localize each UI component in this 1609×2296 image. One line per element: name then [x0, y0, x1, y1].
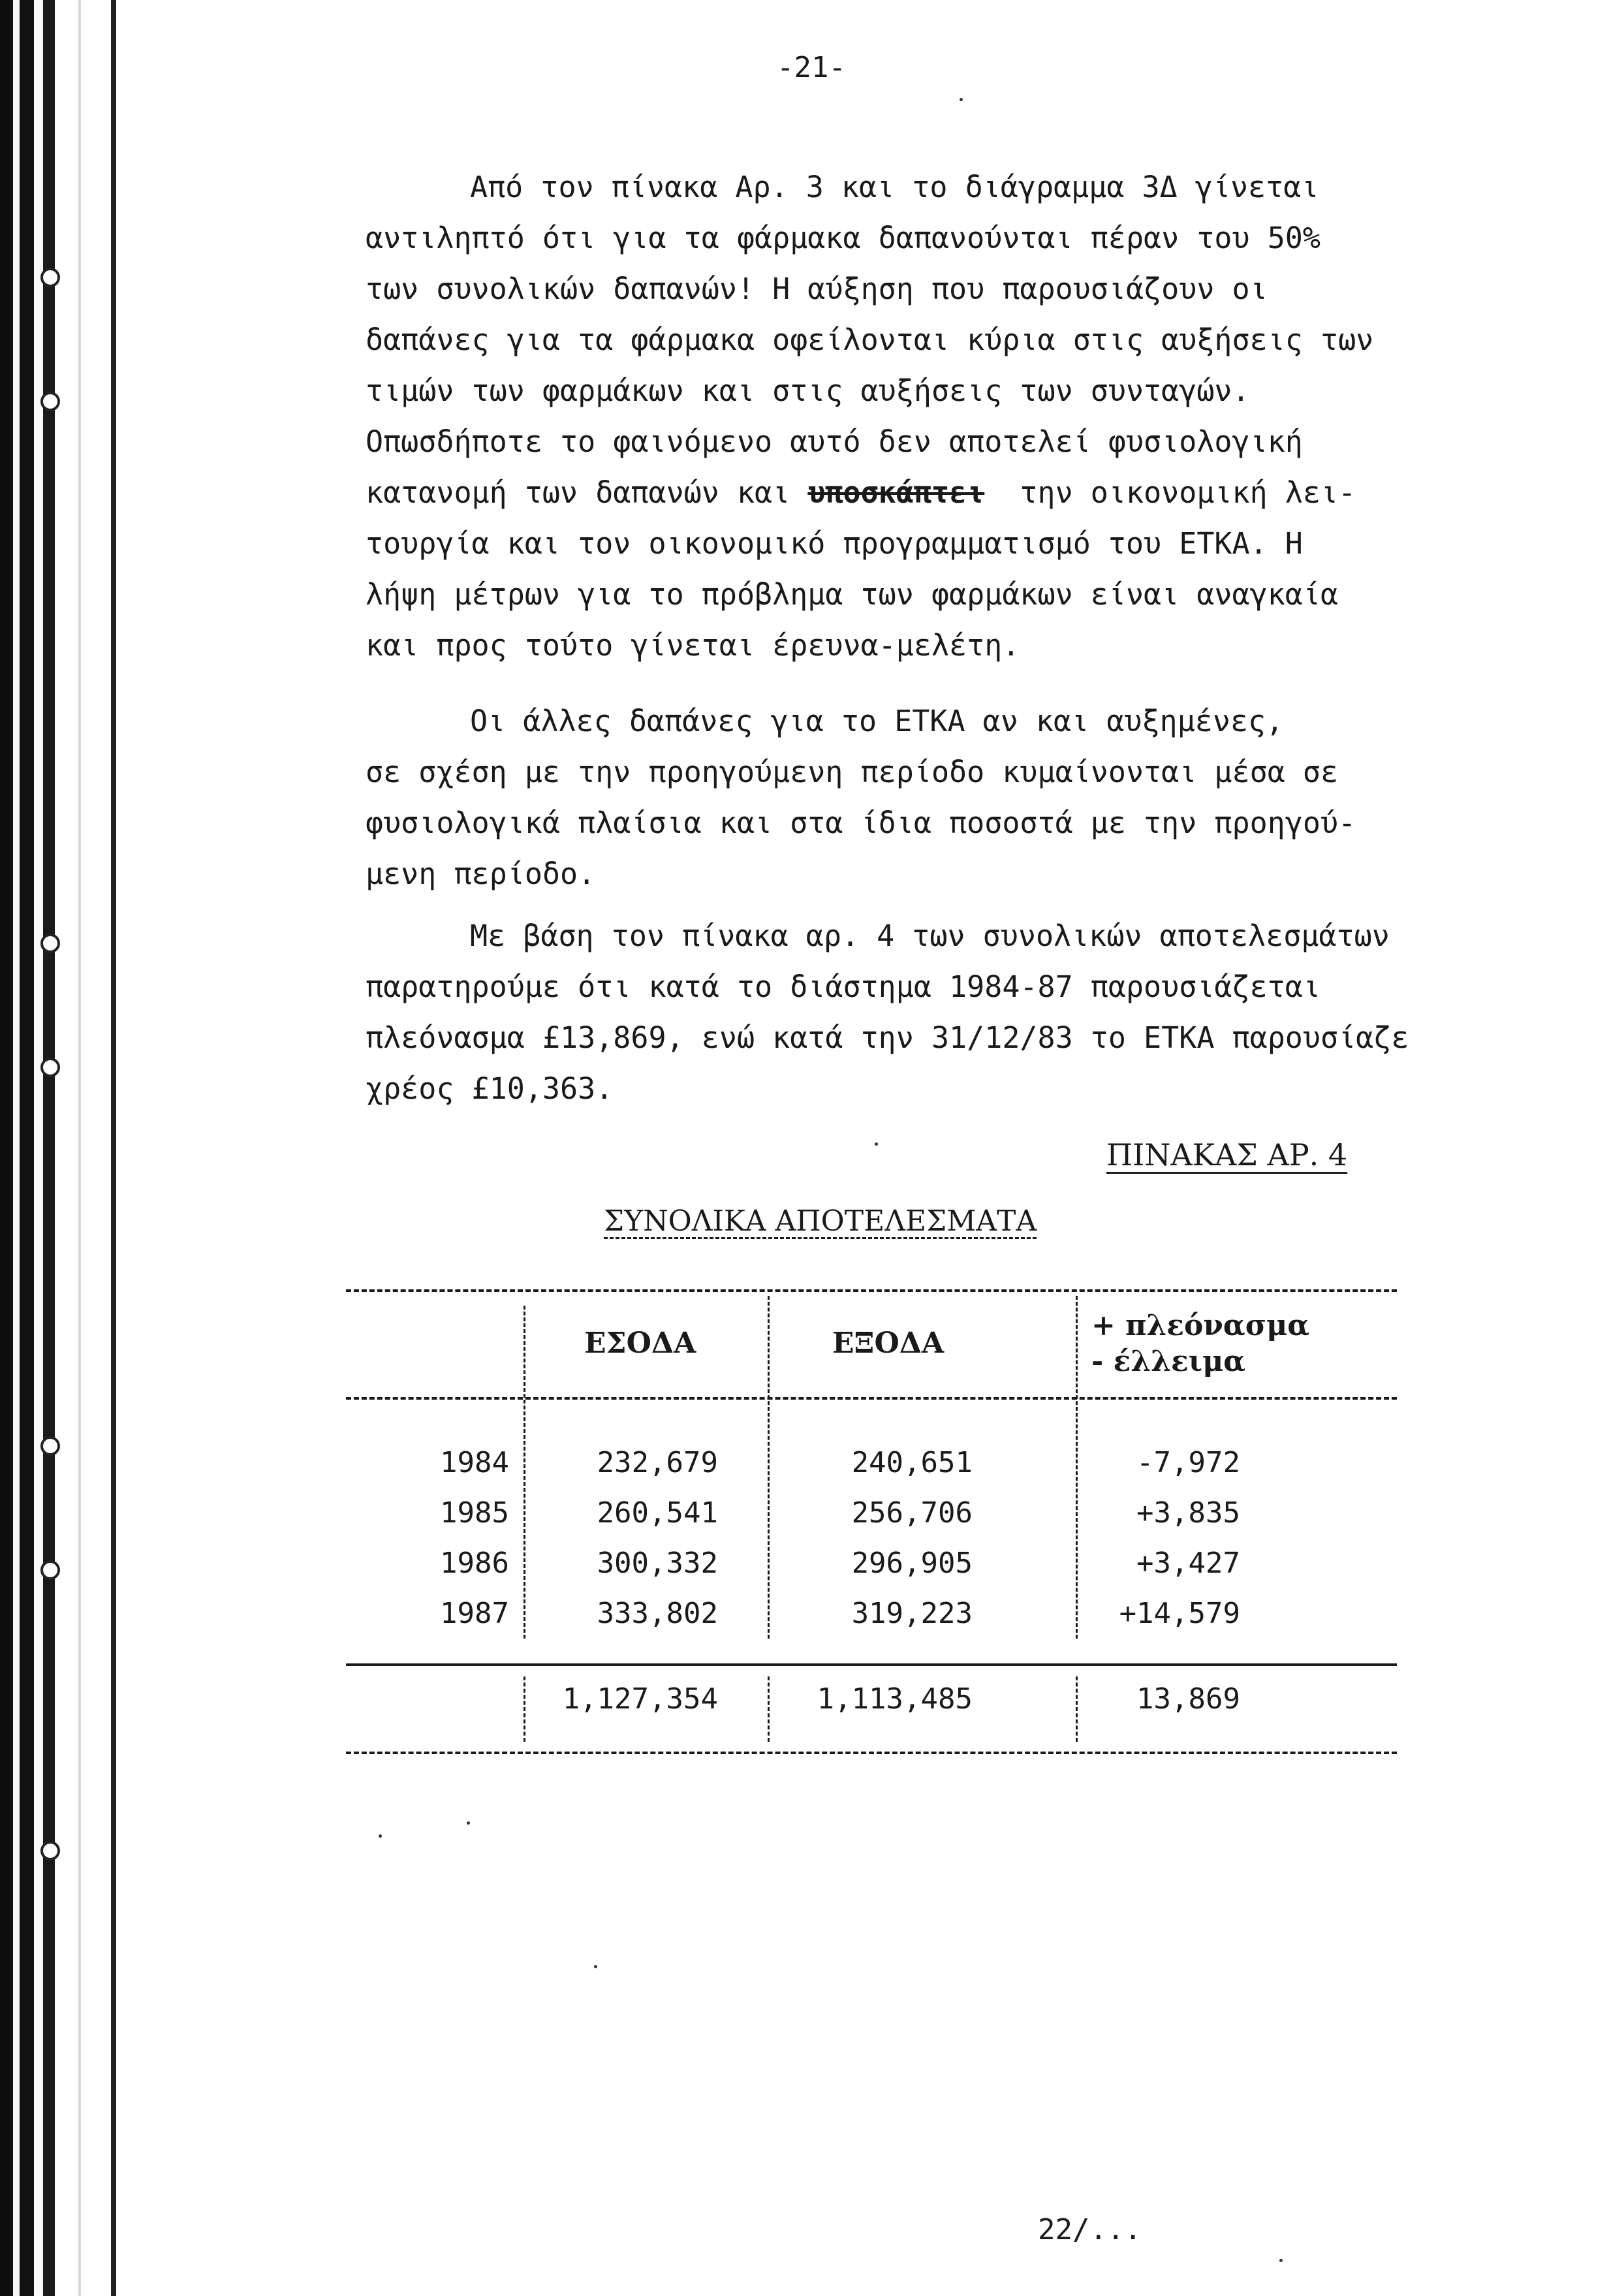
row-income: 260,541 — [597, 1496, 718, 1530]
header-balance-deficit: - έλλειμα — [1091, 1345, 1246, 1378]
row-year: 1987 — [440, 1597, 509, 1630]
total-income: 1,127,354 — [562, 1682, 718, 1716]
page-number: -21- — [777, 51, 846, 84]
binding-hole — [40, 934, 60, 953]
binding-hole — [40, 1560, 60, 1580]
text-line: λήψη μέτρων για το πρόβλημα των φαρμάκων είναι αναγκαία — [366, 577, 1339, 612]
text-line: παρατηρούμε ότι κατά το διάστημα 1984-87 παρουσιάζεται — [366, 969, 1320, 1004]
column-separator — [1076, 1296, 1078, 1639]
text-line: χρέος £10,363. — [366, 1071, 614, 1106]
binding-hole — [40, 1436, 60, 1456]
text-line: τιμών των φαρμάκων και στις αυξήσεις των συνταγών. — [366, 373, 1250, 408]
text-line: σε σχέση με την προηγούμενη περίοδο κυμαίνονται μέσα σε — [366, 755, 1339, 789]
text-line: Οπωσδήποτε το φαινόμενο αυτό δεν αποτελεί φυσιολογική — [366, 424, 1303, 459]
column-separator — [1076, 1676, 1078, 1742]
row-income: 232,679 — [597, 1446, 718, 1479]
binding-hole — [40, 1058, 60, 1077]
binding-hole — [40, 392, 60, 411]
column-separator — [768, 1296, 770, 1639]
text-line: τουργία και τον οικονομικό προγραμματισμό του ΕΤΚΑ. Η — [366, 526, 1303, 561]
table-bottom-rule — [346, 1752, 1397, 1754]
table-top-rule — [346, 1289, 1397, 1292]
scan-speck — [960, 98, 963, 101]
table-header-rule — [346, 1397, 1397, 1400]
scan-speck — [875, 1142, 878, 1146]
paragraph-2 — [366, 696, 1475, 900]
table-label: ΠΙΝΑΚΑΣ ΑΡ. 4 — [1106, 1137, 1348, 1172]
header-expenses: ΕΞΟΔΑ — [832, 1327, 945, 1360]
row-income: 300,332 — [597, 1547, 718, 1580]
row-year: 1986 — [440, 1547, 509, 1580]
text-line: των συνολικών δαπανών! Η αύξηση που παρουσιάζουν οι — [366, 272, 1268, 306]
total-balance: 13,869 — [1136, 1682, 1240, 1716]
column-separator — [523, 1306, 525, 1639]
text-line: Οι άλλες δαπάνες για το ΕΤΚΑ αν και αυξημένες, — [470, 704, 1284, 738]
row-year: 1984 — [440, 1446, 509, 1479]
row-expenses: 256,706 — [851, 1496, 973, 1530]
scan-binding-edge — [0, 0, 134, 2296]
scan-speck — [1279, 2259, 1283, 2262]
text-fragment: την οικονομική λει- — [984, 475, 1356, 510]
scan-speck — [467, 1821, 470, 1825]
column-separator — [768, 1676, 770, 1742]
header-income: ΕΣΟΔΑ — [584, 1327, 696, 1360]
text-line: πλεόνασμα £13,869, ενώ κατά την 31/12/83 το ΕΤΚΑ παρουσίαζε — [366, 1020, 1409, 1055]
continuation-marker: 22/... — [1038, 2213, 1142, 2246]
total-expenses: 1,113,485 — [817, 1682, 973, 1716]
table-title: ΣΥΝΟΛΙΚΑ ΑΠΟΤΕΛΕΣΜΑΤΑ — [604, 1204, 1037, 1238]
scan-speck — [379, 1834, 382, 1838]
table-total-rule — [346, 1663, 1397, 1666]
paragraph-1 — [366, 162, 1475, 671]
text-line: δαπάνες για τα φάρμακα οφείλονται κύρια στις αυξήσεις των — [366, 322, 1374, 357]
text-line: Από τον πίνακα Αρ. 3 και το διάγραμμα 3Δ γίνεται — [470, 170, 1319, 204]
text-line-with-correction — [366, 467, 1475, 518]
row-balance: +3,835 — [1136, 1496, 1240, 1530]
binding-hole — [40, 268, 60, 287]
row-balance: -7,972 — [1136, 1446, 1240, 1479]
column-separator — [523, 1676, 525, 1742]
text-line: Με βάση τον πίνακα αρ. 4 των συνολικών αποτελεσμάτων — [470, 919, 1390, 953]
text-line: μενη περίοδο. — [366, 857, 596, 891]
row-year: 1985 — [440, 1496, 509, 1530]
header-balance-surplus: + πλεόνασμα — [1091, 1309, 1310, 1342]
text-line: φυσιολογικά πλαίσια και στα ίδια ποσοστά με την προηγού- — [366, 806, 1356, 840]
text-line: και προς τούτο γίνεται έρευνα-μελέτη. — [366, 628, 1020, 663]
row-balance: +14,579 — [1119, 1597, 1240, 1630]
text-fragment: κατανομή των δαπανών και — [366, 475, 790, 510]
row-income: 333,802 — [597, 1597, 718, 1630]
paragraph-3 — [366, 911, 1475, 1114]
struck-word: υποσκάπτει — [807, 475, 985, 510]
text-line: αντιληπτό ότι για τα φάρμακα δαπανούνται πέραν του 50% — [366, 221, 1320, 255]
row-expenses: 319,223 — [851, 1597, 973, 1630]
row-expenses: 240,651 — [851, 1446, 973, 1479]
row-expenses: 296,905 — [851, 1547, 973, 1580]
scan-speck — [594, 1965, 597, 1968]
row-balance: +3,427 — [1136, 1547, 1240, 1580]
binding-hole — [40, 1841, 60, 1861]
